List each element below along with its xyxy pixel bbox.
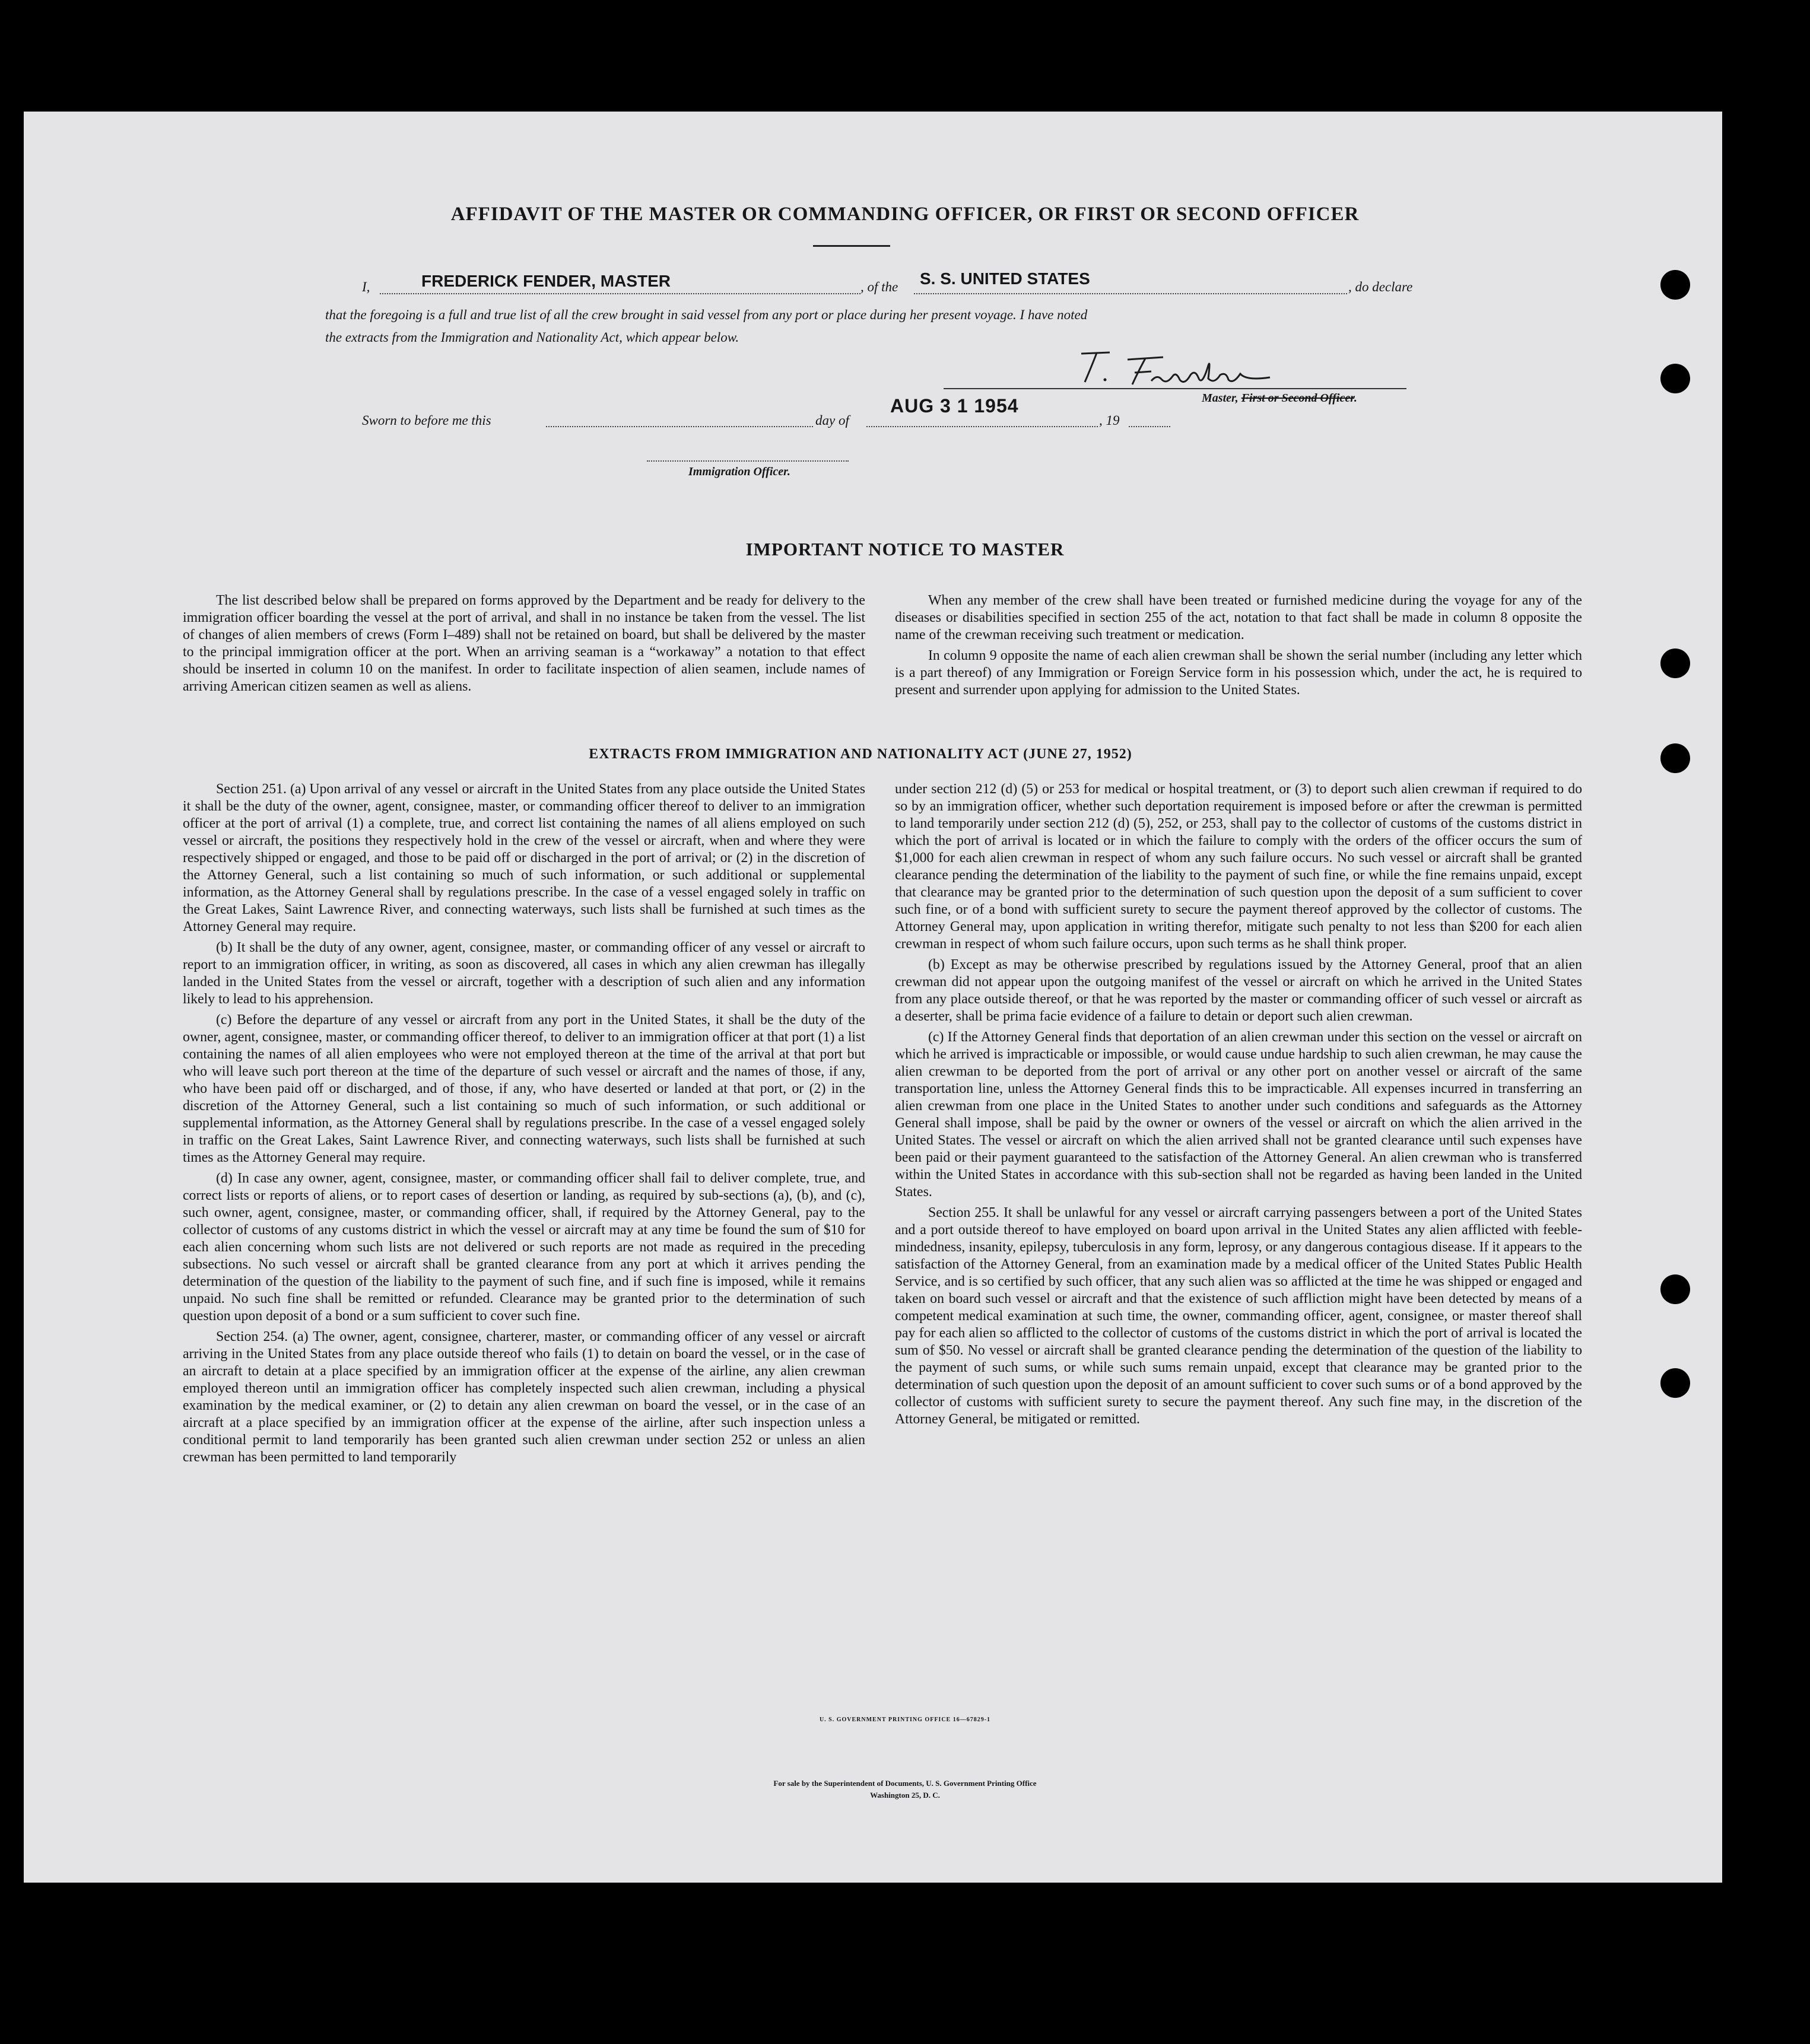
binder-hole	[1660, 1274, 1690, 1304]
binder-hole	[1660, 270, 1690, 300]
notice-right-column	[895, 592, 1582, 702]
sworn-day-line	[546, 426, 813, 427]
section-254-a: Section 254. (a) The owner, agent, consignee, charterer, master, or commanding officer of any vessel or aircraft arriving in the United States from any place outside thereof who fails (1) to detain on board the vessel, or in the case of an aircraft to detain at a place specified by an immigration officer at the expense of the airline, any alien crewman employed thereon until an immigration officer has completely inspected such alien crewman, including a physical examination by the medical examiner, or (2) to detain any alien crewman on board the vessel, or in the case of an aircraft at a place specified by an immigration officer at the expense of the airline, after such inspection unless a conditional permit to land temporarily has been granted such alien crewman under section 252 or unless an alien crewman has been permitted to land temporarily	[183, 1329, 865, 1465]
sworn-month-line	[866, 426, 1098, 427]
of-the-label: , of the	[860, 279, 898, 294]
section-251-d: (d) In case any owner, agent, consignee, master, or commanding officer shall fail to deliver complete, true, and correct lists or reports of aliens, or to report cases of desertion or landing, as required by sub-sections (a), (b), and (c), such owner, agent, consignee, master, or commanding officer, shall, if required by the Attorney General, pay to the collector of customs of any customs district in which the vessel or aircraft may at any time be found the sum of $10 for each alien concerning whom such lists are not delivered or such reports are not made as required in the preceding subsections. No such vessel or aircraft shall be granted clearance from any port at which it arrives pending the determination of the question of the liability to the payment of such fine, and if such fine is imposed, while it remains unpaid. No such fine shall be remitted or refunded. Clearance may be granted prior to the determination of such question upon deposit of a bond or a sum sufficient to cover such fine.	[183, 1171, 865, 1324]
struck-officer-label: First or Second Officer	[1241, 392, 1354, 405]
master-name-line	[380, 293, 860, 294]
section-254-c: (c) If the Attorney General finds that deportation of an alien crewman under this section on the vessel or aircraft on which he arrived is impracticable or impossible, or would cause undue hardship to such alien crewman, he may cause the alien crewman to be deported from the port of arrival or any other port on another vessel or aircraft of the same transportation line, unless the Attorney General finds this to be impracticable. All expenses incurred in transferring an alien crewman from one place in the United States to another under such conditions and safeguards as the Attorney General shall impose, shall be paid by the owner or owners of the vessel or aircraft on which the alien arrived in the United States. The vessel or aircraft on which the alien arrived shall not be granted clearance until such expenses have been paid or their payment guaranteed to the satisfaction of the Attorney General. An alien crewman who is transferred within the United States in accordance with this sub-section shall not be regarded as having been landed in the United States.	[895, 1029, 1582, 1200]
section-254-a-cont: under section 212 (d) (5) or 253 for medical or hospital treatment, or (3) to deport such alien crewman if required to do so by an immigration officer, whether such deportation requirement is imposed before or after the crewman is permitted to land temporarily under section 212 (d) (5), 252, or 253, shall pay to the collector of customs of the customs district in which the port of arrival is located or in which the failure to comply with the orders of the officer occurs the sum of $1,000 for each alien crewman in respect of whom any such failure occurs. No such vessel or aircraft shall be granted clearance pending the determination of the liability to the payment of such fine, or while the fine remains unpaid, except that clearance may be granted prior to the determination of such question upon the deposit of a sum sufficient to cover such fine, or of a bond with sufficient surety to secure the payment thereof approved by the collector of customs. The Attorney General may, upon application in writing therefor, mitigate such penalty to not less than $200 for each alien crewman in respect of whom such failure occurs, upon such terms as he shall think proper.	[895, 781, 1582, 952]
vessel-name-line	[914, 293, 1347, 294]
year-label: , 19	[1099, 413, 1120, 428]
vessel-name: S. S. UNITED STATES	[920, 269, 1090, 288]
section-251-a: Section 251. (a) Upon arrival of any vessel or aircraft in the United States from any place outside the United States it shall be the duty of the owner, agent, consignee, master, or commanding officer thereof to deliver to an immigration officer at the port of arrival (1) a complete, true, and correct list containing the names of all aliens employed on such vessel or aircraft, the positions they respectively hold in the crew of the vessel or aircraft, when and where they were respectively shipped or engaged, and those to be paid off or discharged in the port of arrival; or (2) in the discretion of the Attorney General, such a list containing so much of such information, or such additional or supplemental information, as the Attorney General shall by regulations prescribe. In the case of a vessel engaged solely in traffic on the Great Lakes, Saint Lawrence River, and connecting waterways, such lists shall be furnished at such times as the Attorney General may require.	[183, 781, 865, 934]
day-of-label: day of	[815, 413, 849, 428]
section-251-c: (c) Before the departure of any vessel or aircraft from any port in the United States, it shall be the duty of the owner, agent, consignee, master, or commanding officer thereof, to deliver to an immigration officer at that port (1) a list containing the names of all alien employees who were not employed thereon at the time of the arrival at that port but who will leave such port thereon at the time of the departure of such vessel or aircraft and the names of those, if any, who have been paid off or discharged, and of those, if any, who have deserted or landed at that port, or (2) in the discretion of the Attorney General, such a list containing so much of such information, or such additional or supplemental information, as the Attorney General shall by regulations prescribe. In the case of a vessel engaged solely in traffic on the Great Lakes, Saint Lawrence River, and connecting waterways, such lists shall be furnished at such times as the Attorney General may require.	[183, 1012, 865, 1165]
affidavit-title: AFFIDAVIT OF THE MASTER OR COMMANDING OFFICER, OR FIRST OR SECOND OFFICER	[450, 204, 1360, 225]
master-label: Master,	[1202, 392, 1239, 405]
extracts-title: EXTRACTS FROM IMMIGRATION AND NATIONALITY ACT (JUNE 27, 1952)	[589, 746, 1132, 762]
signature-line	[944, 388, 1406, 389]
extracts-right-column	[895, 781, 1582, 1432]
officer-signature-line	[647, 460, 849, 462]
notice-right-para-1: When any member of the crew shall have been treated or furnished medicine during the voyage for any of the diseases or disabilities specified in section 255 of the act, notation to that fact shall be made in column 8 opposite the name of the crewman receiving such treatment or medication.	[895, 593, 1582, 643]
section-251-b: (b) It shall be the duty of any owner, agent, consignee, master, or commanding officer of any vessel or aircraft to report to an immigration officer, in writing, as soon as discovered, all cases in which any alien crewman has illegally landed in the United States from the vessel or aircraft, together with a description of such alien and any information likely to lead to his apprehension.	[183, 940, 865, 1007]
notice-right-para-2: In column 9 opposite the name of each alien crewman shall be shown the serial number (including any letter which is a part thereof) of any Immigration or Foreign Service form in his possession which, under the act, he is required to present and surrender upon applying for admission to the United States.	[895, 648, 1582, 698]
master-name: FREDERICK FENDER, MASTER	[421, 272, 671, 290]
section-255: Section 255. It shall be unlawful for any vessel or aircraft carrying passengers between a port of the United States and a port outside thereof to have employed on board upon arrival in the United States any alien afflicted with feeble-mindedness, insanity, epilepsy, tuberculosis in any form, leprosy, or any dangerous contagious disease. If it appears to the satisfaction of the Attorney General, from an examination made by a medical officer of the United States Public Health Service, and is so certified by such officer, that any such alien was so afflicted at the time he was shipped or engaged and taken on board such vessel or aircraft and that the existence of such affliction might have been detected by means of a competent medical examination at such time, the owner, commanding officer, agent, consignee, or master thereof shall pay for each alien so afflicted to the collector of customs of the customs district in which the port of arrival is located the sum of $50. No vessel or aircraft shall be granted clearance pending the determination of the question of the liability to the payment of such sums, or while such sums remain unpaid, except that clearance may be granted prior to the determination of such question upon the deposit of an amount sufficient to cover such sums or of a bond approved by the collector of customs with sufficient surety to secure the payment thereof. Any such fine may, in the discretion of the Attorney General, be mitigated or remitted.	[895, 1205, 1582, 1427]
officer-label: Immigration Officer.	[688, 465, 790, 478]
notice-left-para: The list described below shall be prepared on forms approved by the Department and be ready for delivery to the immigration officer boarding the vessel at the port of arrival, and shall in no instance be taken from the vessel. The list of changes of alien members of crews (Form I–489) shall not be retained on board, but shall be delivered by the master to the principal immigration officer at the port. When an arriving seaman is a “workaway” a notation to that effect should be inserted in column 10 on the manifest. In order to facilitate inspection of alien seamen, include names of arriving American citizen seamen as well as aliens.	[183, 593, 865, 694]
binder-hole	[1660, 364, 1690, 393]
statement-line-1: that the foregoing is a full and true list of all the crew brought in said vessel from any port or place during her present voyage. I have noted	[325, 307, 1088, 322]
printer-line: U. S. GOVERNMENT PRINTING OFFICE 16—67829-1	[819, 1716, 991, 1723]
extracts-left-column	[183, 781, 865, 1470]
binder-hole	[1660, 743, 1690, 773]
binder-hole	[1660, 649, 1690, 678]
section-254-b: (b) Except as may be otherwise prescribed by regulations issued by the Attorney General, proof that an alien crewman did not appear upon the outgoing manifest of the vessel or aircraft on which he arrived in the United States from any place outside thereof, or that he was reported by the master or commanding officer of such vessel or aircraft as a deserter, shall be prima facie evidence of a failure to detain or deport such alien crewman.	[895, 957, 1582, 1024]
date-stamp: AUG 3 1 1954	[890, 395, 1019, 417]
notice-left-column	[183, 592, 865, 699]
statement-line-2: the extracts from the Immigration and Nationality Act, which appear below.	[325, 330, 739, 345]
declare-label: , do declare	[1348, 279, 1413, 294]
sale-line-1: For sale by the Superintendent of Documents, U. S. Government Printing Office	[773, 1779, 1037, 1788]
sale-line-2: Washington 25, D. C.	[870, 1791, 940, 1800]
title-rule	[813, 245, 890, 247]
sworn-year-line	[1129, 426, 1170, 427]
master-title: Master, First or Second Officer.	[1202, 392, 1357, 405]
binder-hole	[1660, 1368, 1690, 1398]
i-label: I,	[362, 279, 370, 294]
notice-title: IMPORTANT NOTICE TO MASTER	[745, 539, 1065, 560]
sworn-label: Sworn to before me this	[362, 413, 491, 428]
form-sheet	[24, 112, 1722, 1883]
